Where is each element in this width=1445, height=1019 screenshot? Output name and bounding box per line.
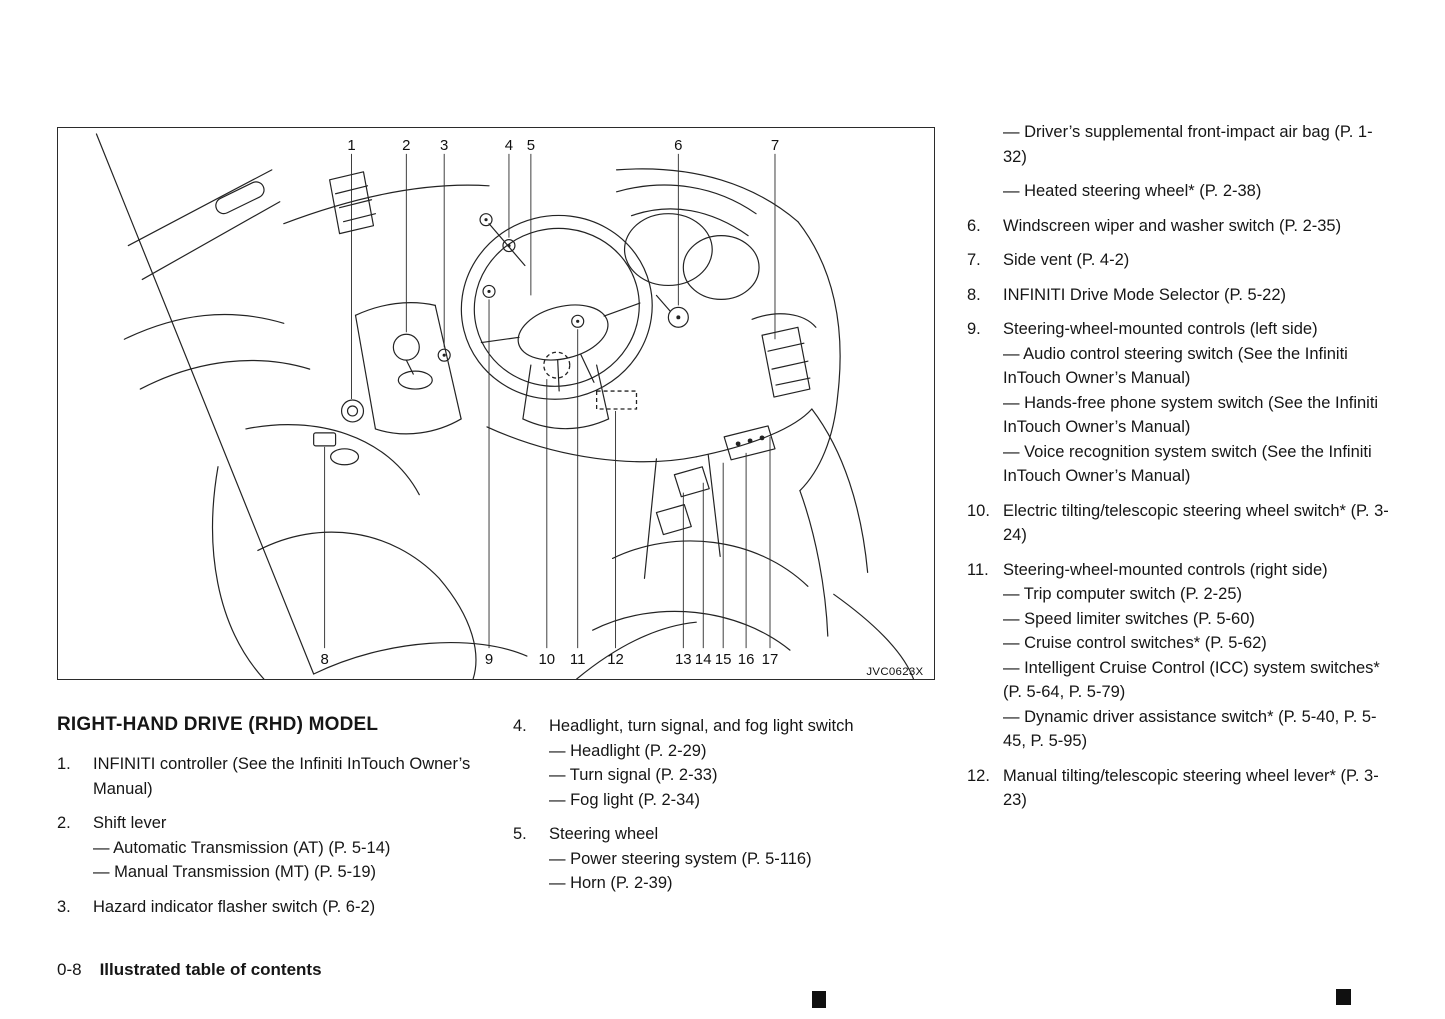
callout-label: 5 [526, 136, 536, 154]
item-text: Windscreen wiper and washer switch (P. 2-35) [1003, 216, 1342, 235]
callout-label: 7 [770, 136, 780, 154]
item-text: Shift lever [93, 814, 167, 832]
item-number: 12. [967, 766, 990, 785]
callout-label: 10 [538, 651, 556, 669]
list-item-10 [967, 499, 1395, 548]
right-column [967, 120, 1395, 823]
item-text: Manual tilting/telescopic steering wheel lever* (P. 3-23) [1003, 766, 1379, 809]
item-sub: — Heated steering wheel* (P. 2-38) [1003, 182, 1262, 200]
print-marker [1336, 989, 1351, 1005]
callout-label: 3 [440, 136, 449, 154]
item-text: Electric tilting/telescopic steering wheel switch* (P. 3-24) [1003, 501, 1389, 544]
item-number: 5. [513, 825, 527, 843]
item-number: 3. [57, 897, 71, 916]
list-item-11 [967, 558, 1395, 754]
item-sub: — Horn (P. 2-39) [549, 874, 673, 892]
item-sub: — Manual Transmission (MT) (P. 5-19) [93, 863, 377, 881]
callout-label: 6 [674, 136, 683, 154]
callout-label: 2 [402, 136, 411, 154]
middle-column [513, 714, 945, 906]
list-item-4 [513, 714, 945, 812]
item-sub: — Cruise control switches* (P. 5-62) [1003, 634, 1267, 652]
footer-title: Illustrated table of contents [99, 960, 322, 979]
item-number: 8. [967, 285, 981, 304]
item-number: 2. [57, 814, 71, 832]
callout-label: 14 [694, 651, 712, 669]
list-item-6 [967, 214, 1395, 239]
interior-diagram [58, 128, 934, 679]
list-item-8 [967, 283, 1395, 308]
callout-label: 16 [737, 651, 755, 669]
page-footer [57, 958, 322, 982]
item-sub: — Voice recognition system switch (See the Infiniti InTouch Owner’s Manual) [1003, 442, 1372, 485]
callout-leader-lines [325, 154, 775, 648]
callout-label: 8 [320, 651, 329, 669]
item-sub: — Automatic Transmission (AT) (P. 5-14) [93, 838, 391, 857]
item-sub: — Fog light (P. 2-34) [549, 790, 701, 809]
item-number: 11. [967, 560, 989, 579]
item-text: Side vent (P. 4-2) [1003, 251, 1130, 269]
callout-label: 12 [607, 651, 624, 669]
list-item-2 [57, 811, 489, 885]
item-text: Hazard indicator flasher switch (P. 6-2) [93, 897, 376, 916]
item-sub: — Trip computer switch (P. 2-25) [1003, 585, 1243, 603]
callout-labels [320, 137, 923, 678]
item-text: Steering-wheel-mounted controls (right side) [1003, 560, 1328, 579]
list-item-9 [967, 317, 1395, 489]
item-number: 10. [967, 501, 990, 520]
item-text: Steering-wheel-mounted controls (left side) [1003, 320, 1318, 338]
item-sub: — Turn signal (P. 2-33) [549, 766, 718, 784]
list-item-3 [57, 895, 489, 920]
item-sub: — Audio control steering switch (See the Infiniti InTouch Owner’s Manual) [1003, 344, 1348, 387]
item-number: 6. [967, 216, 981, 235]
item-sub: — Driver’s supplemental front-impact air bag (P. 1-32) [1003, 123, 1373, 166]
item-sub: — Power steering system (P. 5-116) [549, 849, 812, 868]
item-number: 4. [513, 717, 527, 735]
list-item-7 [967, 248, 1395, 273]
item-sub: — Headlight (P. 2-29) [549, 741, 707, 760]
section-title: RIGHT-HAND DRIVE (RHD) MODEL [57, 714, 379, 735]
callout-label: 13 [675, 651, 692, 669]
callout-label: 4 [504, 136, 514, 154]
dashboard-line-art [96, 134, 913, 679]
callout-label: 9 [484, 651, 494, 669]
callout-label: 17 [761, 651, 779, 669]
item-sub: — Speed limiter switches (P. 5-60) [1003, 609, 1255, 628]
callout-label: 15 [714, 651, 732, 669]
list-item-1 [57, 752, 489, 801]
item-text: INFINITI Drive Mode Selector (P. 5-22) [1003, 285, 1287, 304]
item-number: 1. [57, 755, 71, 773]
item-number: 7. [967, 251, 981, 269]
item-sub: — Hands-free phone system switch (See the Infiniti InTouch Owner’s Manual) [1003, 393, 1379, 436]
callout-label: 11 [569, 651, 586, 669]
item-text: INFINITI controller (See the Infiniti InTouch Owner’s Manual) [93, 755, 471, 798]
figure-code: JVC0623X [866, 666, 924, 679]
item-sub: — Intelligent Cruise Control (ICC) system switches* (P. 5-64, P. 5-79) [1003, 658, 1380, 701]
item-sub: — Dynamic driver assistance switch* (P. 5-40, P. 5-45, P. 5-95) [1003, 707, 1377, 750]
item-text: Headlight, turn signal, and fog light switch [549, 717, 854, 735]
print-marker [812, 991, 826, 1008]
figure-frame [57, 127, 935, 680]
callout-label: 1 [347, 136, 356, 154]
list-item-5 [513, 822, 945, 896]
page-number: 0-8 [57, 960, 82, 979]
item-text: Steering wheel [549, 825, 659, 843]
list-item-12 [967, 764, 1395, 813]
left-column [57, 712, 489, 929]
item-number: 9. [967, 320, 981, 338]
